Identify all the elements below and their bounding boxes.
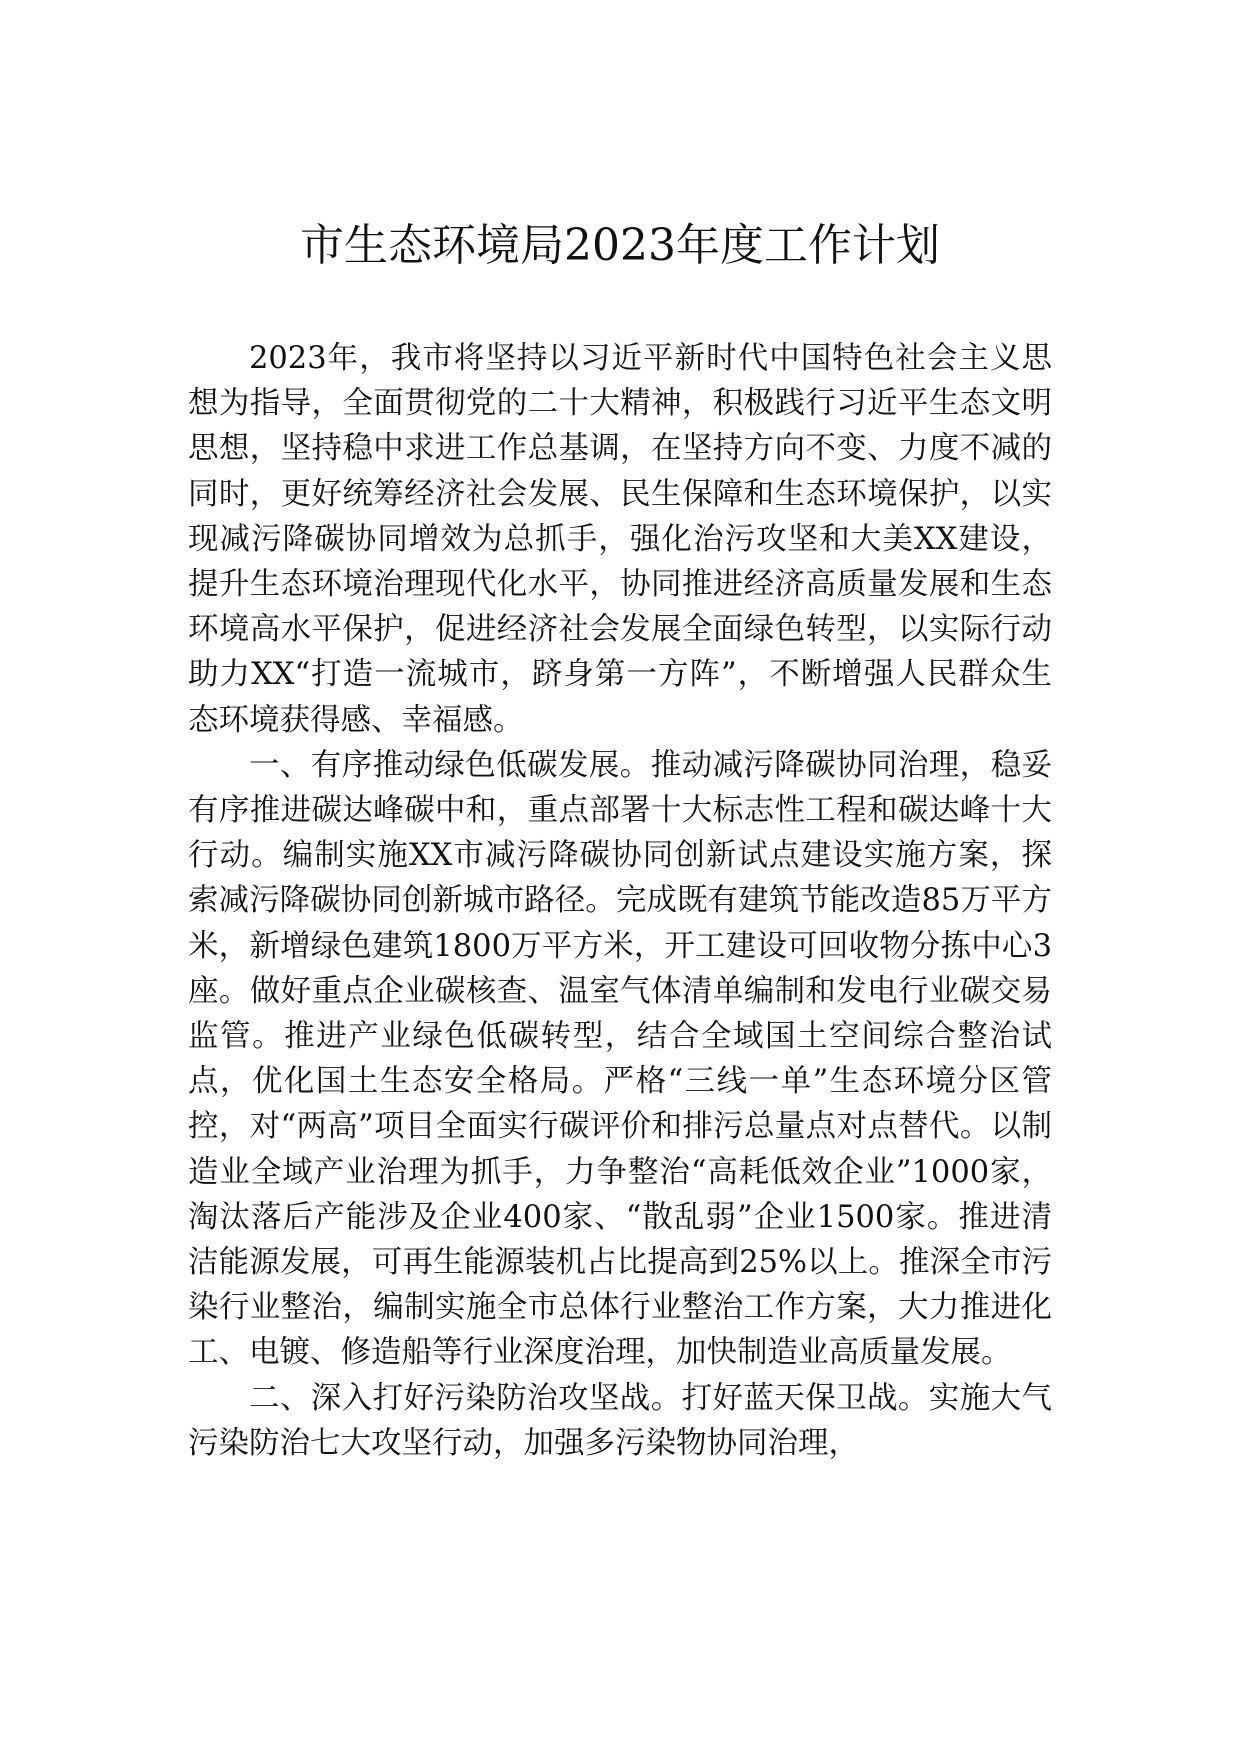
section-one-paragraph: 一、有序推动绿色低碳发展。推动减污降碳协同治理，稳妥有序推进碳达峰碳中和，重点部署十大标志性工程和碳达峰十大行动。编制实施XX市减污降碳协同创新试点建设实施方案，探索减污降碳协同创新城市路径。完成既有建筑节能改造85万平方米，新增绿色建筑1800万平方米，开工建设可回收物分拣中心3座。做好重点企业碳核查、温室气体清单编制和发电行业碳交易监管。推进产业绿色低碳转型，结合全域国土空间综合整治试点，优化国土生态安全格局。严格“三线一单”生态环境分区管控，对“两高”项目全面实行碳评价和排污总量点对点替代。以制造业全域产业治理为抓手，力争整治“高耗低效企业”1000家，淘汰落后产能涉及企业400家、“散乱弱”企业1500家。推进清洁能源发展，可再生能源装机占比提高到25%以上。推深全市污染行业整治，编制实施全市总体行业整治工作方案，大力推进化工、电镀、修造船等行业深度治理，加快制造业高质量发展。 [188, 747, 1052, 1371]
section-two-paragraph: 二、深入打好污染防治攻坚战。打好蓝天保卫战。实施大气污染防治七大攻坚行动，加强多污染物协同治理， [188, 1380, 1052, 1461]
document-body [188, 336, 1052, 1466]
intro-paragraph: 2023年，我市将坚持以习近平新时代中国特色社会主义思想为指导，全面贯彻党的二十大精神，积极践行习近平生态文明思想，坚持稳中求进工作总基调，在坚持方向不变、力度不减的同时，更好统筹经济社会发展、民生保障和生态环境保护，以实现减污降碳协同增效为总抓手，强化治污攻坚和大美XX建设，提升生态环境治理现代化水平，协同推进经济高质量发展和生态环境高水平保护，促进经济社会发展全面绿色转型，以实际行动助力XX“打造一流城市，跻身第一方阵”，不断增强人民群众生态环境获得感、幸福感。 [188, 341, 1052, 738]
document-title: 市生态环境局2023年度工作计划 [300, 220, 940, 271]
